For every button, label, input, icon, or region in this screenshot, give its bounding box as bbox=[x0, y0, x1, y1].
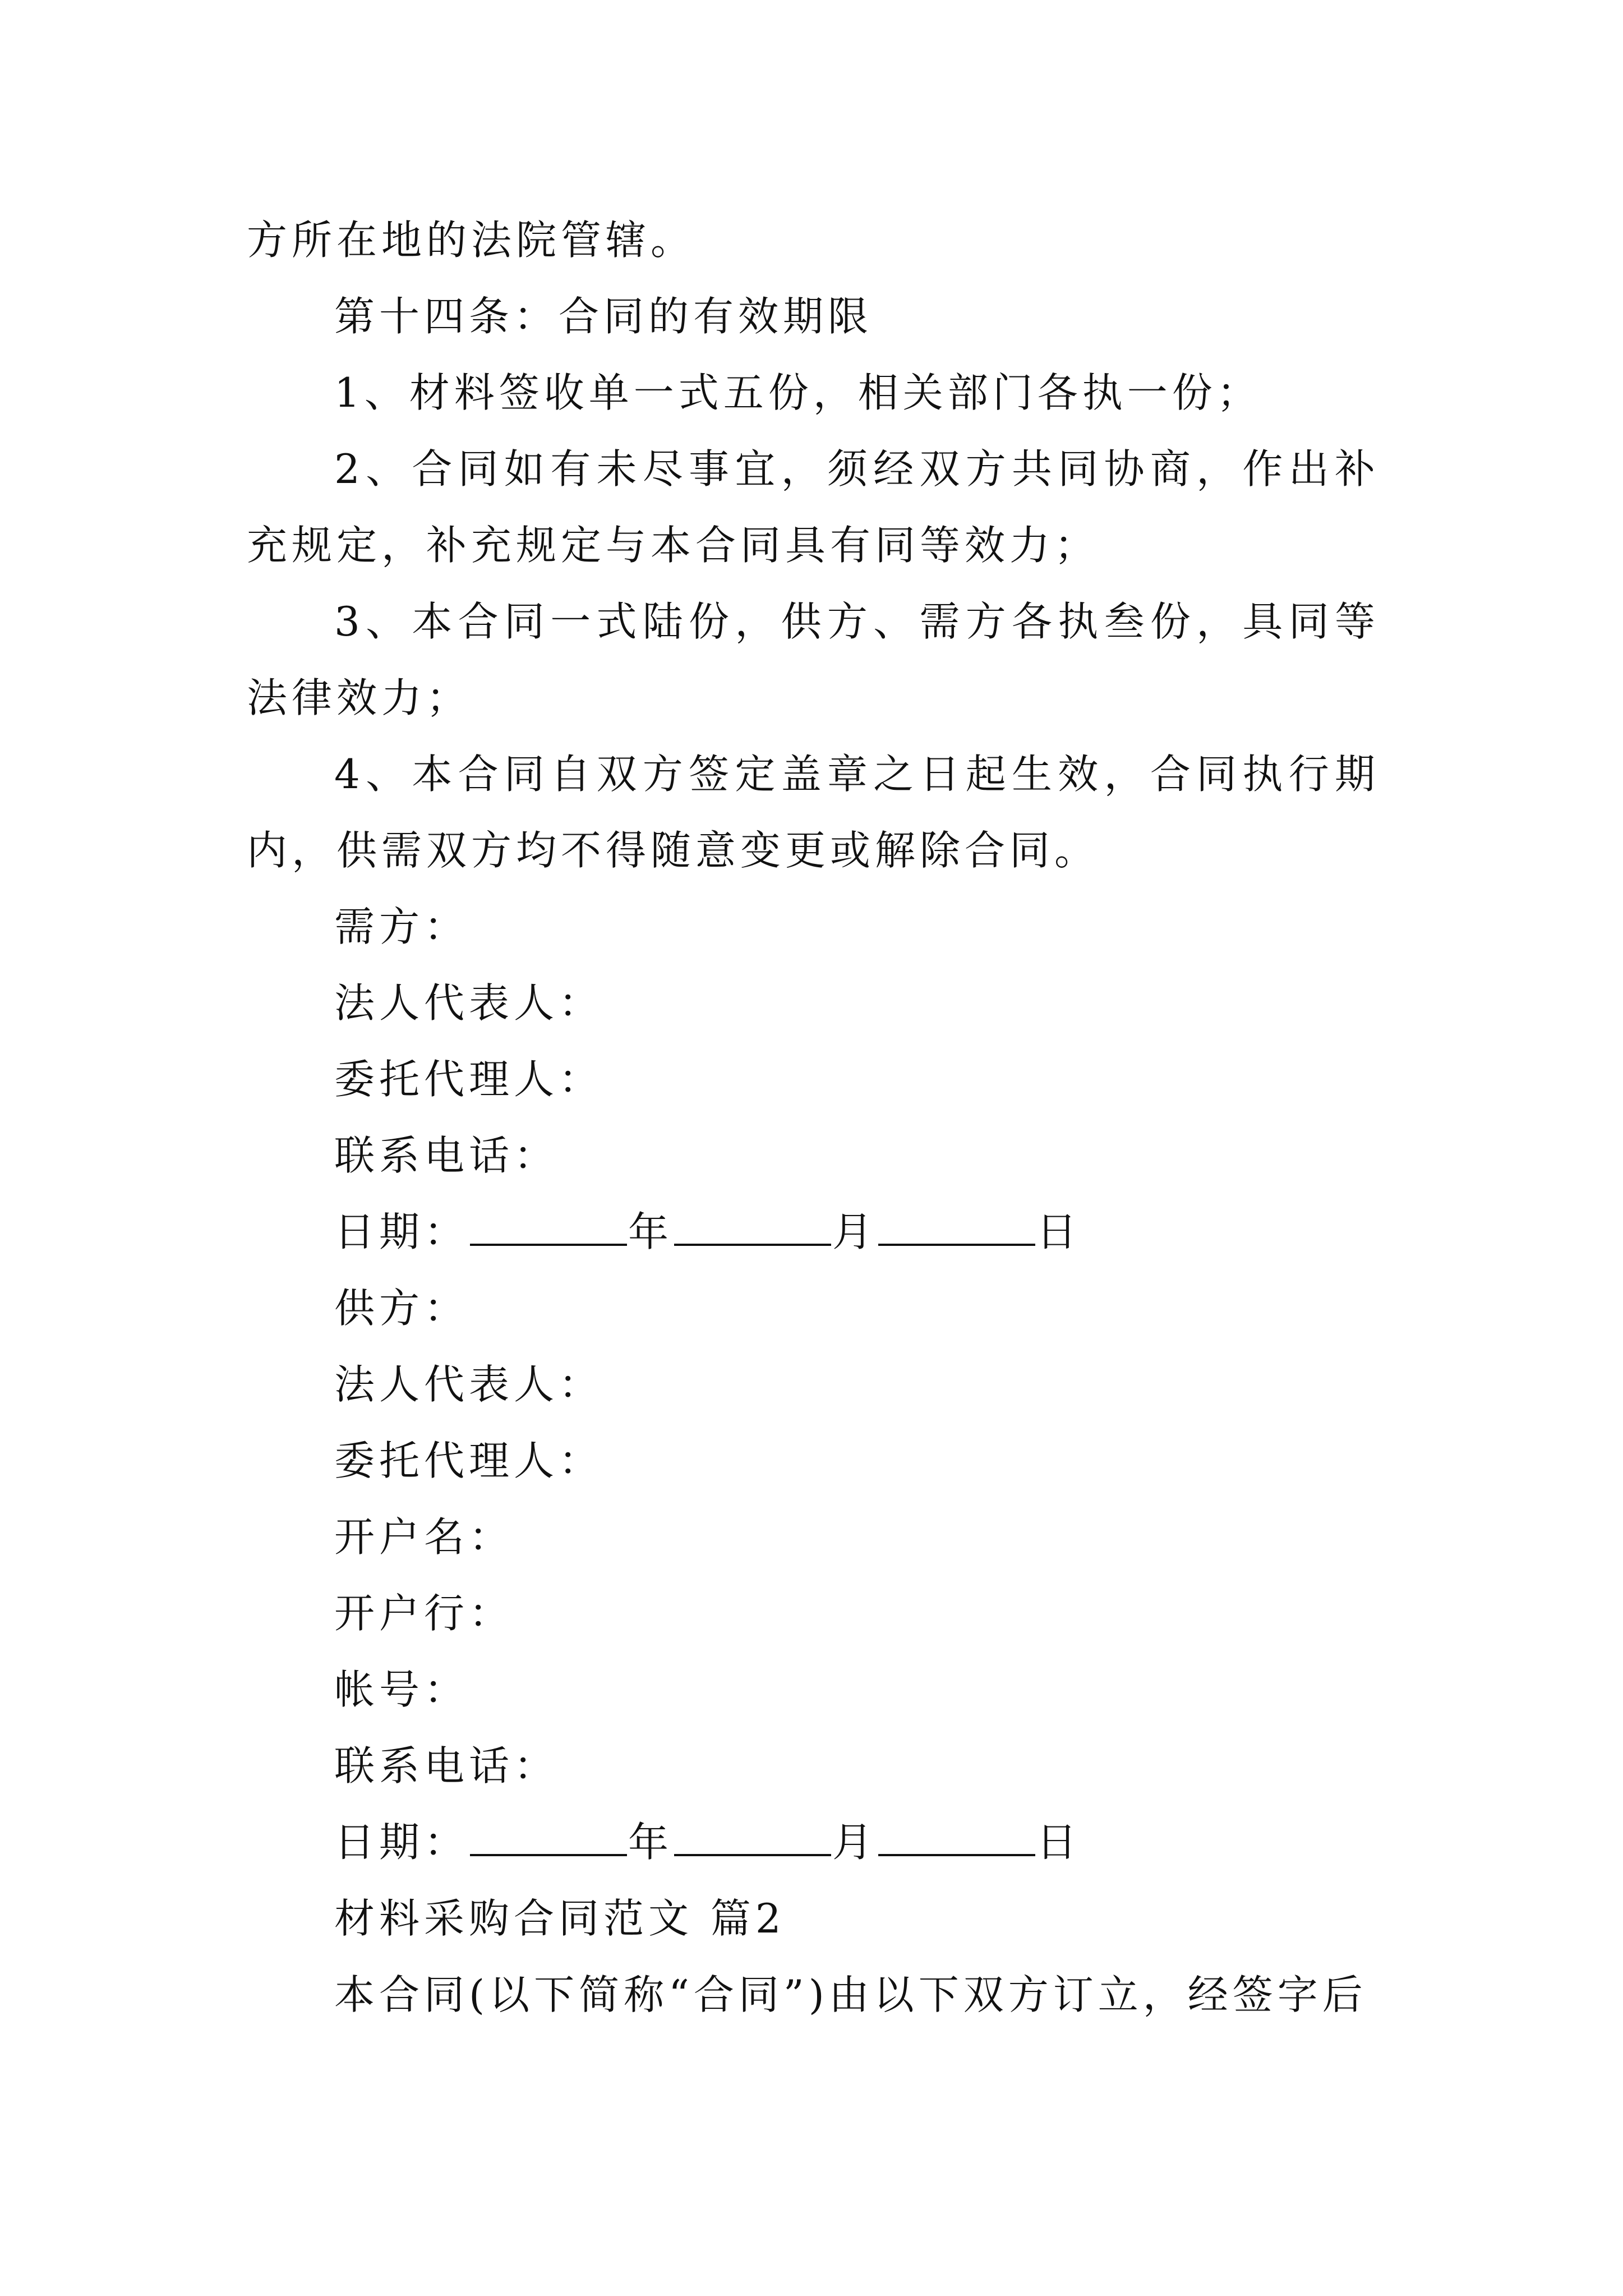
buyer-label: 需方： bbox=[334, 903, 469, 950]
clause-4: 4、本合同自双方签定盖章之日起生效，合同执行期内，供需双方均不得随意变更或解除合同。 bbox=[247, 751, 1380, 874]
paragraph-jurisdiction-end: 方所在地的法院管辖。 bbox=[247, 217, 696, 264]
supplier-month-label: 月 bbox=[832, 1819, 878, 1866]
buyer-month-blank bbox=[674, 1210, 831, 1246]
contract-intro: 本合同(以下简称“合同”)由以下双方订立，经签字后 bbox=[334, 1971, 1367, 2018]
buyer-month-label: 月 bbox=[832, 1208, 878, 1255]
supplier-account-name: 开户名： bbox=[334, 1513, 514, 1561]
supplier-legal-rep: 法人代表人： bbox=[334, 1361, 604, 1408]
buyer-day-label: 日 bbox=[1036, 1208, 1082, 1255]
supplier-bank: 开户行： bbox=[334, 1590, 514, 1637]
buyer-legal-rep: 法人代表人： bbox=[334, 979, 604, 1027]
section-title: 材料采购合同范文 篇2 bbox=[334, 1895, 786, 1942]
clause-3: 3、本合同一式陆份，供方、需方各执叁份，具同等法律效力； bbox=[247, 598, 1380, 721]
supplier-month-blank bbox=[674, 1820, 831, 1856]
supplier-date-line bbox=[247, 1804, 1380, 1880]
supplier-phone: 联系电话： bbox=[334, 1742, 559, 1789]
buyer-year-blank bbox=[470, 1210, 627, 1246]
clause-1: 1、材料签收单一式五份，相关部门各执一份； bbox=[334, 369, 1262, 416]
buyer-phone: 联系电话： bbox=[334, 1132, 559, 1179]
supplier-account-no: 帐号： bbox=[334, 1666, 469, 1713]
buyer-agent: 委托代理人： bbox=[334, 1056, 604, 1103]
supplier-label: 供方： bbox=[334, 1285, 469, 1332]
supplier-date-label: 日期： bbox=[334, 1819, 469, 1866]
article-14-heading: 第十四条：合同的有效期限 bbox=[334, 293, 873, 340]
document-body bbox=[247, 202, 1380, 2033]
buyer-date-label: 日期： bbox=[334, 1208, 469, 1255]
buyer-date-line bbox=[247, 1194, 1380, 1270]
supplier-day-blank bbox=[878, 1820, 1035, 1856]
buyer-year-label: 年 bbox=[628, 1208, 674, 1255]
buyer-day-blank bbox=[878, 1210, 1035, 1246]
supplier-year-blank bbox=[470, 1820, 627, 1856]
supplier-year-label: 年 bbox=[628, 1819, 674, 1866]
supplier-day-label: 日 bbox=[1036, 1819, 1082, 1866]
supplier-agent: 委托代理人： bbox=[334, 1437, 604, 1484]
clause-2: 2、合同如有未尽事宜，须经双方共同协商，作出补充规定，补充规定与本合同具有同等效力； bbox=[247, 445, 1380, 569]
